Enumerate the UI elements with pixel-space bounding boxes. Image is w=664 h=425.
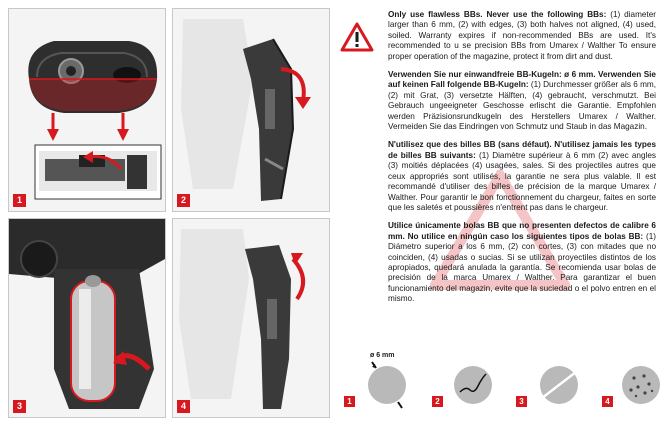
warning-spanish: Utilice únicamente bolas BB que no presenten defectos de calibre 6 mm. No utilice en ningún caso los siguientes tipos de bolas BB: (1) Diámetro superior a los 6 mm, (2) con cortes, (3) con mitades que no coinciden, (4) usadas o sucias. Si se utilizan proyectiles distintos de los apropiados, quedará anulada la garantía. Se recomienda usar bolas de precisión de la marca Umarex / Walther. Para garantizar el buen funcionamiento del magazin, evite que la suciedad o el polvo entren en el mismo. — [388, 221, 656, 304]
instruction-panel-2 — [172, 8, 330, 212]
instruction-panel-3 — [8, 218, 166, 418]
magazine-insert-illustration — [173, 9, 329, 211]
soiled-bb-icon — [616, 360, 664, 410]
misaligned-bb-icon — [534, 360, 584, 410]
warning-text-column — [388, 10, 656, 313]
panel-number-badge: 3 — [13, 400, 26, 413]
panel-number-badge: 4 — [177, 400, 190, 413]
warning-french: N'utilisez que des billes BB (sans défaut). N'utilisez jamais les types de billes BB suivants: (1) Diamètre supérieur à 6 mm (2) avec angles (3) moitiés déplacées (4) usagées, sales. Si des projectiles autres que ceux appropriés sont utilisés, la garantie ne sera plus valable. Il est recommandé d'utiliser des billes de précision de la marque Umarex / Walther. Pour garantir le bon fonctionnement du chargeur, faites en sorte que les saletés et poussières n'entrent pas dans le chargeur. — [388, 140, 656, 212]
bb-number-badge: 3 — [516, 396, 527, 407]
panel-number-badge: 1 — [13, 194, 26, 207]
magazine-close-illustration — [173, 219, 329, 417]
bb-number-badge: 2 — [432, 396, 443, 407]
panel-number-badge: 2 — [177, 194, 190, 207]
co2-capsule-illustration — [9, 219, 165, 417]
grip-base-illustration — [9, 9, 165, 211]
edged-bb-icon — [448, 360, 498, 410]
instruction-panel-4 — [172, 218, 330, 418]
diameter-label: ø 6 mm — [370, 352, 395, 359]
oversized-bb-icon — [362, 360, 412, 410]
warning-german: Verwenden Sie nur einwandfreie BB-Kugeln: ø 6 mm. Verwenden Sie auf keinen Fall folgende BB-Kugeln: (1) Durchmesser größer als 6 mm, (2) mit Grat, (3) versetzte Hälften, (4) gebraucht, verschmutzt. Bei Gebrauch ungeeigneter Geschosse erlischt die Garantie. Empfohlen werden Präzisionsrundkugeln des Herstellers Umarex / Walther. Vermeiden Sie das Eindringen von Schmutz und Staub in das Magazin. — [388, 70, 656, 132]
instruction-panel-1 — [8, 8, 166, 212]
warning-icon — [340, 22, 374, 52]
bb-number-badge: 4 — [602, 396, 613, 407]
bb-number-badge: 1 — [344, 396, 355, 407]
warning-english: Only use flawless BBs. Never use the following BBs: (1) diameter larger than 6 mm, (2) with edges, (3) both halves not aligned, (4) used, soiled. Warranty expires if non-recommended BBs are used. It's recommended to u se precision BBs from Umarex / Walther To ensure proper operation of the magazine, protect it from dirt and dust. — [388, 10, 656, 61]
bb-defect-examples — [340, 352, 656, 422]
